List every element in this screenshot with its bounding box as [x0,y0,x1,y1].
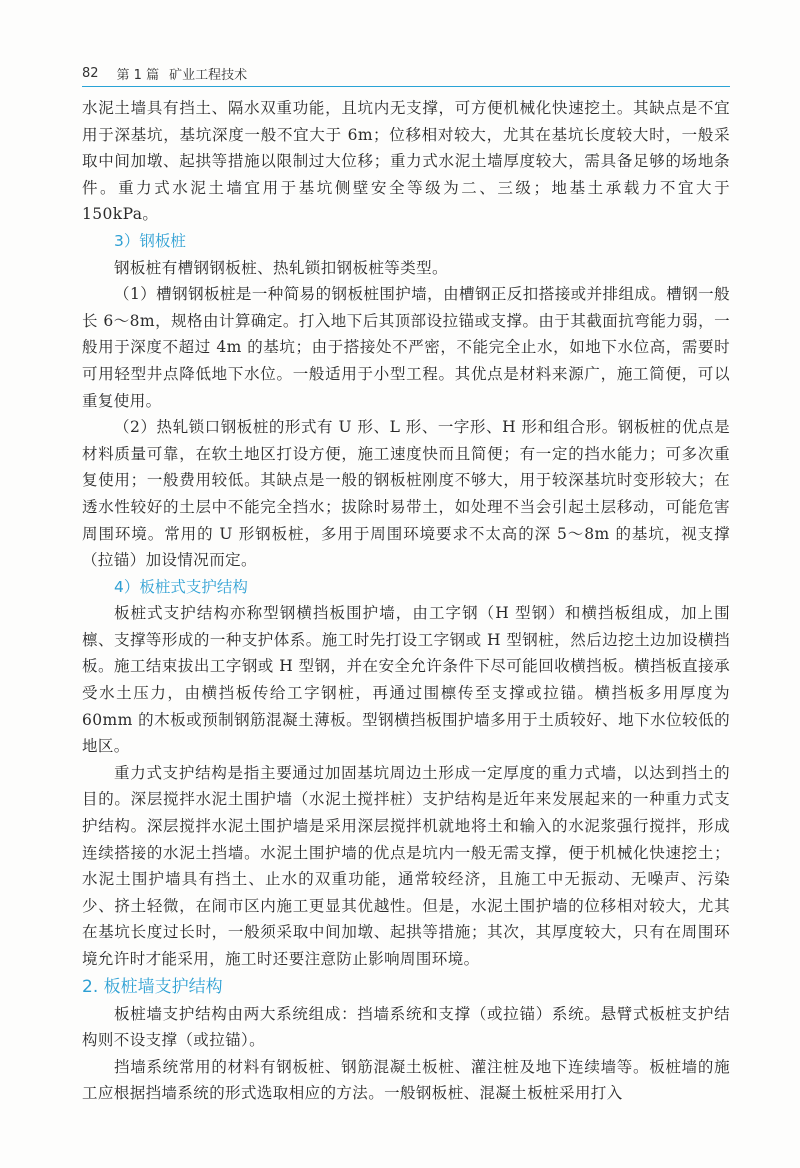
paragraph-pile-support: 板桩式支护结构亦称型钢横挡板围护墙，由工字钢（H 型钢）和横挡板组成，加上围檩、支撑等形成的一种支护体系。施工时先打设工字钢或 H 型钢桩，然后边挖土边加设横挡板。施工结束拔出工字钢或 H 型钢，并在安全允许条件下尽可能回收横挡板。横挡板直接承受水土压力，由横挡板传给工字钢桩，再通过围檩传至支撑或拉锚。横挡板多用厚度为 60mm 的木板或预制钢筋混凝土薄板。型钢横挡板围护墙多用于土质较好、地下水位较低的地区。 [82,604,730,756]
page-number: 82 [82,65,99,81]
paragraph-gravity-support: 重力式支护结构是指主要通过加固基坑周边土形成一定厚度的重力式墙，以达到挡土的目的。深层搅拌水泥土围护墙（水泥土搅拌桩）支护结构是近年来发展起来的一种重力式支护结构。深层搅拌水泥土围护墙是采用深层搅拌机就地将土和输入的水泥浆强行搅拌，形成连续搭接的水泥土挡墙。水泥土围护墙的优点是坑内一般无需支撑，便于机械化快速挖土；水泥土围护墙具有挡土、止水的双重功能，通常较经济，且施工中无振动、无噪声、污染少、挤土轻微，在闹市区内施工更显其优越性。但是，水泥土围护墙的位移相对较大，尤其在基坑长度过长时，一般须采取中间加墩、起拱等措施；其次，其厚度较大，只有在周围环境允许时才能采用，施工时还要注意防止影响周围环境。 [82,763,730,968]
paragraph-pile-wall-systems: 板桩墙支护结构由两大系统组成：挡墙系统和支撑（或拉锚）系统。悬臂式板桩支护结构则不设支撑（或拉锚）。 [82,1004,730,1050]
paragraph-channel-steel-pile: （1）槽钢钢板桩是一种简易的钢板桩围护墙，由槽钢正反扣搭接或并排组成。槽钢一般长 6～8m，规格由计算确定。打入地下后其顶部设拉锚或支撑。由于其截面抗弯能力弱，一般用于深度不超过 4m 的基坑；由于搭接处不严密，不能完全止水，如地下水位高，需要时可用轻型井点降低地下水位。一般适用于小型工程。其优点是材料来源广，施工简便，可以重复使用。 [82,285,730,410]
paragraph-sheet-pile-types: 钢板桩有槽钢钢板桩、热轧锁扣钢板桩等类型。 [114,258,448,277]
part-label: 第 1 篇 [116,67,160,83]
paragraph-cement-wall: 水泥土墙具有挡土、隔水双重功能，且坑内无支撑，可方便机械化快速挖土。其缺点是不宜用于深基坑，基坑深度一般不宜大于 6m；位移相对较大，尤其在基坑长度较大时，一般采取中间加墩、起拱等措施以限制过大位移；重力式水泥土墙厚度较大，需具备足够的场地条件。重力式水泥土墙宜用于基坑侧壁安全等级为二、三级；地基土承载力不宜大于 150kPa。 [82,99,730,224]
paragraph-hot-rolled-pile: （2）热轧锁口钢板桩的形式有 U 形、L 形、一字形、H 形和组合形。钢板桩的优点是材料质量可靠，在软土地区打设方便，施工速度快而且简便；有一定的挡水能力；可多次重复使用；一般费用较低。其缺点是一般的钢板桩刚度不够大，用于较深基坑时变形较大；在透水性较好的土层中不能完全挡水；拔除时易带土，如处理不当会引起土层移动，可能危害周围环境。常用的 U 形钢板桩，多用于周围环境要求不太高的深 5～8m 的基坑，视支撑（拉锚）加设情况而定。 [82,418,730,570]
heading-steel-sheet-pile: 3）钢板桩 [114,231,186,250]
heading-pile-support-structure: 4）板桩式支护结构 [114,577,248,596]
part-title: 矿业工程技术 [169,67,248,83]
paragraph-retaining-materials: 挡墙系统常用的材料有钢板桩、钢筋混凝土板桩、灌注桩及地下连续墙等。板桩墙的施工应根据挡墙系统的形式选取相应的方法。一般钢板桩、混凝土板桩采用打入 [82,1057,730,1103]
header-rule [82,86,730,87]
running-header [82,62,730,84]
page-body [82,95,730,1107]
heading-pile-wall-support: 2. 板桩墙支护结构 [82,976,223,997]
